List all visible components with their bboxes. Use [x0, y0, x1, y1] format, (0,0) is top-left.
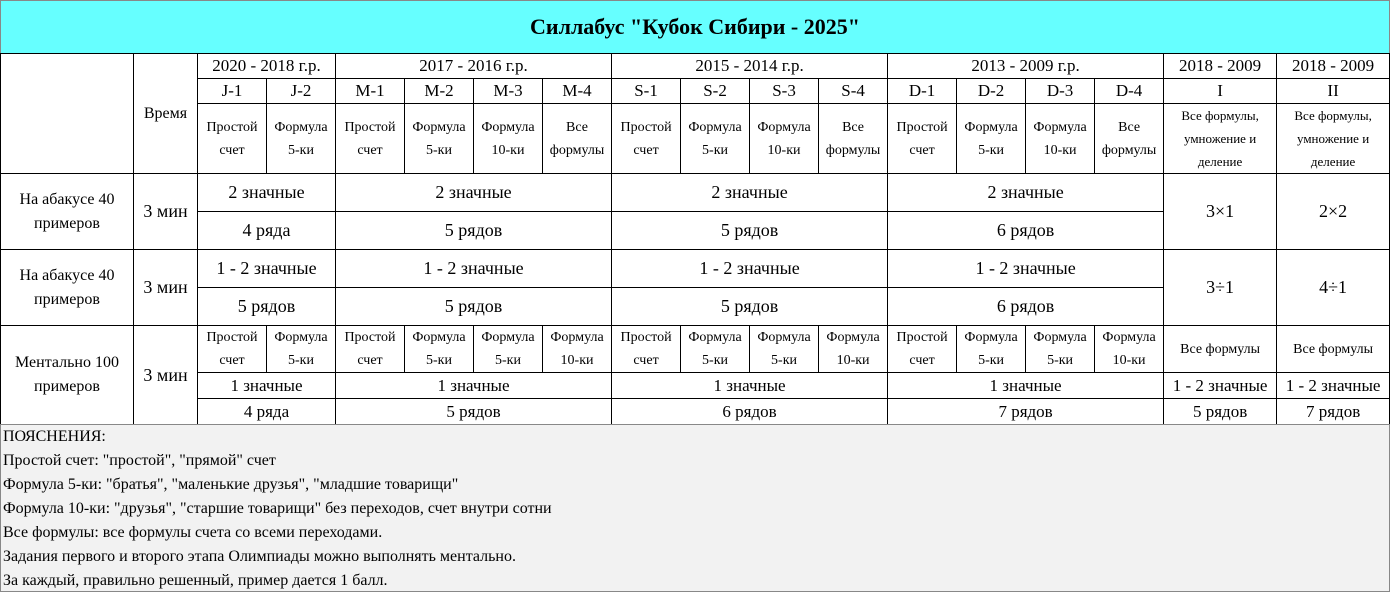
section-label: Ментально 100 примеров — [1, 326, 134, 425]
rows-count-cell: 5 рядов — [612, 288, 888, 326]
note-line: Формула 5-ки: "братья", "маленькие друзья", "младшие товарищи" — [3, 476, 459, 493]
digits-cell: 2 значные — [888, 174, 1164, 212]
formula-cell: Формула 5-ки — [957, 326, 1026, 373]
digits-cell: 1 - 2 значные — [612, 250, 888, 288]
formula-cell: Формула 10-ки — [543, 326, 612, 373]
syllabus-table — [0, 53, 1390, 425]
note-line: Формула 10-ки: "друзья", "старшие товарищи" без переходов, счет внутри сотни — [3, 500, 552, 517]
special-cell: 3×1 — [1164, 174, 1277, 250]
notes-section — [0, 424, 1390, 592]
category-code: M-1 — [336, 79, 405, 104]
header-formula-row — [1, 104, 1390, 174]
category-code: S-3 — [750, 79, 819, 104]
time-header: Время — [134, 54, 198, 174]
rows-count-cell: 5 рядов — [336, 399, 612, 425]
formula-cell: Формула 5-ки — [405, 104, 474, 174]
formula-cell: Простой счет — [888, 326, 957, 373]
digits-cell: 2 значные — [612, 174, 888, 212]
formula-cell: Простой счет — [336, 326, 405, 373]
rows-count-cell: 6 рядов — [888, 288, 1164, 326]
rows-count-cell: 6 рядов — [888, 212, 1164, 250]
formula-cell: Все формулы — [819, 104, 888, 174]
digits-cell: 2 значные — [198, 174, 336, 212]
category-code: S-1 — [612, 79, 681, 104]
special-cell: 2×2 — [1277, 174, 1390, 250]
table-row — [1, 373, 1390, 399]
formula-cell: Формула 5-ки — [957, 104, 1026, 174]
rows-count-cell: 6 рядов — [612, 399, 888, 425]
digits-cell: 1 - 2 значные — [1277, 373, 1390, 399]
digits-cell: 1 значные — [612, 373, 888, 399]
formula-cell: Формула 5-ки — [750, 326, 819, 373]
formula-cell: Формула 5-ки — [1026, 326, 1095, 373]
rows-count-cell: 5 рядов — [336, 288, 612, 326]
category-code: S-2 — [681, 79, 750, 104]
formula-cell: Формула 5-ки — [267, 326, 336, 373]
age-group: 2018 - 2009 — [1277, 54, 1390, 79]
formula-cell: Простой счет — [198, 326, 267, 373]
digits-cell: 1 - 2 значные — [198, 250, 336, 288]
formula-cell: Простой счет — [198, 104, 267, 174]
page-title: Силлабус "Кубок Сибири - 2025" — [0, 0, 1390, 54]
category-code: II — [1277, 79, 1390, 104]
formula-cell: Все формулы — [1095, 104, 1164, 174]
section-label: На абакусе 40 примеров — [1, 174, 134, 250]
notes-heading: ПОЯСНЕНИЯ: — [3, 428, 106, 445]
digits-cell: 1 значные — [336, 373, 612, 399]
note-line: Задания первого и второго этапа Олимпиады можно выполнять ментально. — [3, 548, 516, 565]
rows-count-cell: 5 рядов — [1164, 399, 1277, 425]
digits-cell: 1 значные — [198, 373, 336, 399]
time-cell: 3 мин — [134, 174, 198, 250]
rows-count-cell: 4 ряда — [198, 212, 336, 250]
rows-count-cell: 7 рядов — [888, 399, 1164, 425]
special-cell: 4÷1 — [1277, 250, 1390, 326]
age-group: 2018 - 2009 — [1164, 54, 1277, 79]
formula-cell: Формула 10-ки — [819, 326, 888, 373]
formula-cell: Все формулы, умножение и деление — [1164, 104, 1277, 174]
formula-cell: Формула 5-ки — [405, 326, 474, 373]
header-age-row — [1, 54, 1390, 79]
age-group: 2015 - 2014 г.р. — [612, 54, 888, 79]
category-code: J-1 — [198, 79, 267, 104]
rows-count-cell: 5 рядов — [336, 212, 612, 250]
category-code: M-4 — [543, 79, 612, 104]
formula-cell: Формула 10-ки — [1095, 326, 1164, 373]
time-cell: 3 мин — [134, 326, 198, 425]
digits-cell: 1 значные — [888, 373, 1164, 399]
digits-cell: 1 - 2 значные — [1164, 373, 1277, 399]
formula-cell: Формула 5-ки — [267, 104, 336, 174]
category-code: D-2 — [957, 79, 1026, 104]
time-cell: 3 мин — [134, 250, 198, 326]
digits-cell: 1 - 2 значные — [336, 250, 612, 288]
note-line: Простой счет: "простой", "прямой" счет — [3, 452, 276, 469]
header-code-row — [1, 79, 1390, 104]
section-label: На абакусе 40 примеров — [1, 250, 134, 326]
formula-cell: Формула 5-ки — [474, 326, 543, 373]
formula-cell: Простой счет — [612, 326, 681, 373]
formula-cell: Формула 10-ки — [1026, 104, 1095, 174]
note-line: Все формулы: все формулы счета со всеми переходами. — [3, 524, 383, 541]
table-row — [1, 174, 1390, 212]
category-code: I — [1164, 79, 1277, 104]
rows-count-cell: 4 ряда — [198, 399, 336, 425]
special-cell: 3÷1 — [1164, 250, 1277, 326]
table-row — [1, 399, 1390, 425]
category-code: S-4 — [819, 79, 888, 104]
category-code: J-2 — [267, 79, 336, 104]
age-group: 2017 - 2016 г.р. — [336, 54, 612, 79]
note-line: За каждый, правильно решенный, пример дается 1 балл. — [3, 572, 388, 589]
category-code: D-1 — [888, 79, 957, 104]
header-empty-cell — [1, 54, 134, 174]
formula-cell: Формула 10-ки — [474, 104, 543, 174]
rows-count-cell: 5 рядов — [612, 212, 888, 250]
formula-cell: Простой счет — [612, 104, 681, 174]
table-row — [1, 250, 1390, 288]
formula-cell: Все формулы — [1164, 326, 1277, 373]
age-group: 2020 - 2018 г.р. — [198, 54, 336, 79]
formula-cell: Простой счет — [888, 104, 957, 174]
category-code: D-4 — [1095, 79, 1164, 104]
category-code: M-2 — [405, 79, 474, 104]
formula-cell: Простой счет — [336, 104, 405, 174]
formula-cell: Формула 10-ки — [750, 104, 819, 174]
formula-cell: Все формулы — [543, 104, 612, 174]
category-code: D-3 — [1026, 79, 1095, 104]
formula-cell: Формула 5-ки — [681, 104, 750, 174]
rows-count-cell: 7 рядов — [1277, 399, 1390, 425]
formula-cell: Все формулы — [1277, 326, 1390, 373]
table-row — [1, 326, 1390, 373]
age-group: 2013 - 2009 г.р. — [888, 54, 1164, 79]
rows-count-cell: 5 рядов — [198, 288, 336, 326]
formula-cell: Все формулы, умножение и деление — [1277, 104, 1390, 174]
formula-cell: Формула 5-ки — [681, 326, 750, 373]
digits-cell: 1 - 2 значные — [888, 250, 1164, 288]
category-code: M-3 — [474, 79, 543, 104]
digits-cell: 2 значные — [336, 174, 612, 212]
